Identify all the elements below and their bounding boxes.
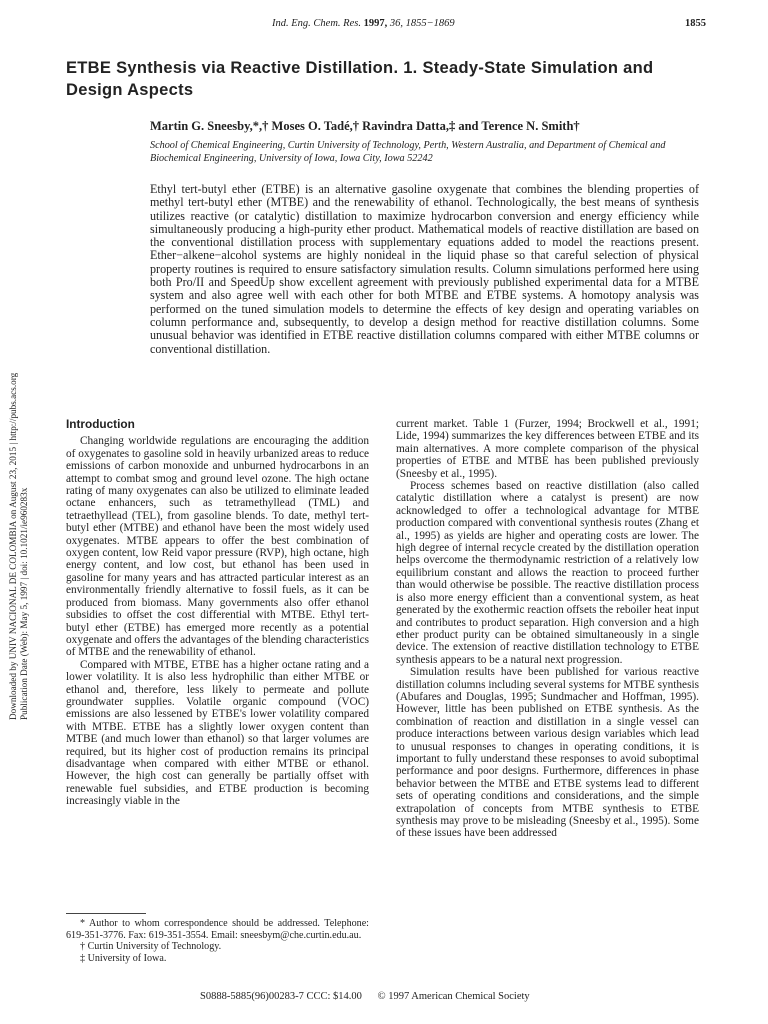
footnote-correspondence: * Author to whom correspondence should be addressed. Telephone: 619-351-3776. Fax: 619-351-3554. Email: sneesbym@che.curtin.edu.au.: [66, 918, 369, 941]
right-column: [396, 418, 699, 840]
footnote-rule: [66, 913, 146, 914]
footnotes: [66, 918, 369, 964]
affiliation: School of Chemical Engineering, Curtin University of Technology, Perth, Western Australia, and Department of Chemical and Biochemical Engineering, University of Iowa, Iowa City, Iowa 52242: [150, 140, 666, 164]
journal-pages: 1855−1869: [405, 18, 455, 29]
author-list: Martin G. Sneesby,*,† Moses O. Tadé,† Ravindra Datta,‡ and Terence N. Smith†: [150, 119, 580, 133]
download-line: Downloaded by UNIV NACIONAL DE COLOMBIA on August 23, 2015 | http://pubs.acs.org: [8, 372, 18, 720]
footnote-curtin: † Curtin University of Technology.: [80, 941, 222, 953]
paper-title: ETBE Synthesis via Reactive Distillation. 1. Steady-State Simulation and Design Aspects: [66, 59, 654, 99]
abstract: Ethyl tert-butyl ether (ETBE) is an alternative gasoline oxygenate that combines the blending properties of methyl tert-butyl ether (MTBE) and the renewability of ethanol. Technologically, the best means of synthesis utilizes reactive (or catalytic) distillation to maximize hydrocarbon conversion and energy efficiency while simultaneously producing a high-purity ether product. Mathematical models of reactive distillation are based on the conventional distillation process with supplementary equations added to model the reactions present. Ether−alkene−alcohol systems are highly nonideal in the liquid phase so that careful selection of physical property routines is required to ensure satisfactory simulation results. Column simulations performed here using both Pro/II and SpeedUp show excellent agreement with previously published experimental data for a MTBE system and also agree well with each other for both MTBE and ETBE systems. A homotopy analysis was performed on the tuned simulation models to determine the effects of key design and operating variables on column performance and, subsequently, to develop a design method for reactive distillation columns. Some unusual behavior was identified in ETBE reactive distillation columns compared with either MTBE columns or conventional distillation.: [150, 182, 699, 356]
body-paragraph: Compared with MTBE, ETBE has a higher octane rating and a lower volatility. It is also less hydrophilic than either MTBE or ethanol and, therefore, less likely to permeate and pollute groundwater supplies. Volatile organic compound (VOC) emissions are also lessened by ETBE's lower volatility compared with MTBE. ETBE has a slightly lower oxygen content than MTBE (and much lower than ethanol) so that larger volumes are required, but its higher cost of production remains its principal disadvantage when compared with either MTBE or ethanol. However, the high cost can generally be partially offset with renewable fuel subsidies, and ETBE production is becoming increasingly viable in the: [66, 658, 369, 808]
journal-year: 1997,: [363, 18, 388, 29]
copyright-notice: © 1997 American Chemical Society: [377, 991, 530, 1002]
page-footer: [200, 991, 600, 1002]
body-paragraph: Changing worldwide regulations are encouraging the addition of oxygenates to gasoline sold in heavily urbanized areas to reduce emissions of carbon monoxide and unburned hydrocarbons in an attempt to combat smog and ground level ozone. The high octane rating of many oxygenates can also be utilized to eliminate leaded octane enhancers, such as tetramethyllead (TML) and tetraethyllead (TEL), from gasoline blends. To date, methyl tert-butyl ether (MTBE) and ethanol have been the most widely used oxygenates. MTBE appears to offer the best combination of oxygen content, low Reid vapor pressure (RVP), high octane, high energy content, and low cost, but ethanol has been used in gasoline for many years and has attracted particular interest as an environmentally friendly alternative to fossil fuels, as it can be produced from biomass. Many governments also offer ethanol subsidies to offset the cost differential with MTBE. Ethyl tert-butyl ether (ETBE) has emerged more recently as a potential oxygenate and offers the advantages of the blending characteristics of MTBE and the renewability of ethanol.: [66, 435, 369, 659]
page-number: 1855: [685, 18, 706, 29]
footnote-iowa: ‡ University of Iowa.: [80, 952, 167, 964]
article-code: S0888-5885(96)00283-7 CCC: $14.00: [200, 991, 362, 1002]
body-paragraph: current market. Table 1 (Furzer, 1994; Brockwell et al., 1991; Lide, 1994) summarizes the key differences between ETBE and its main alternatives. A more complete comparison of the physical properties of ETBE and MTBE has been published previously (Sneesby et al., 1995).: [396, 418, 699, 480]
section-heading-introduction: Introduction: [66, 417, 135, 431]
journal-volume: 36,: [389, 18, 403, 29]
publication-date-line: Publication Date (Web): May 5, 1997 | doi: 10.1021/ie960283x: [19, 487, 29, 720]
running-header: [272, 18, 455, 29]
body-paragraph: Process schemes based on reactive distillation (also called catalytic distillation where a catalyst is present) are now acknowledged to offer a technological advantage for MTBE production compared with conventional synthesis routes (Zhang et al., 1995) as yields are higher and operating costs are lower. The high degree of internal recycle created by the distillation operation helps overcome the thermodynamic restriction of a relatively low equilibrium constant and allows the reaction to proceed further than would otherwise be possible. The reactive distillation process is also more energy efficient than a conventional system, as heat generated by the exothermic reaction offsets the reboiler heat input and contributes to product separation. High conversion and a high ether product purity can be obtained simultaneously in a single device. The extension of reactive distillation technology to ETBE synthesis appears to be a natural next progression.: [396, 480, 699, 666]
body-paragraph: Simulation results have been published for various reactive distillation columns including several systems for MTBE synthesis (Abufares and Douglas, 1995; Sundmacher and Hoffman, 1995). However, little has been published on ETBE synthesis. As the combination of reaction and distillation in a single vessel can produce interactions between various design variables which lead to unusual responses to changes in operating conditions, it is important to fully understand these responses to avoid suboptimal performance and poor designs. Furthermore, differences in phase behavior between the MTBE and ETBE systems lead to different sets of operating conditions and considerations, and the simple extrapolation of concepts from MTBE synthesis to ETBE synthesis may prove to be misleading (Sneesby et al., 1995). Some of these issues have been addressed: [396, 666, 699, 840]
download-watermark: [8, 320, 46, 720]
left-column: [66, 418, 369, 808]
journal-name: Ind. Eng. Chem. Res.: [272, 18, 361, 29]
